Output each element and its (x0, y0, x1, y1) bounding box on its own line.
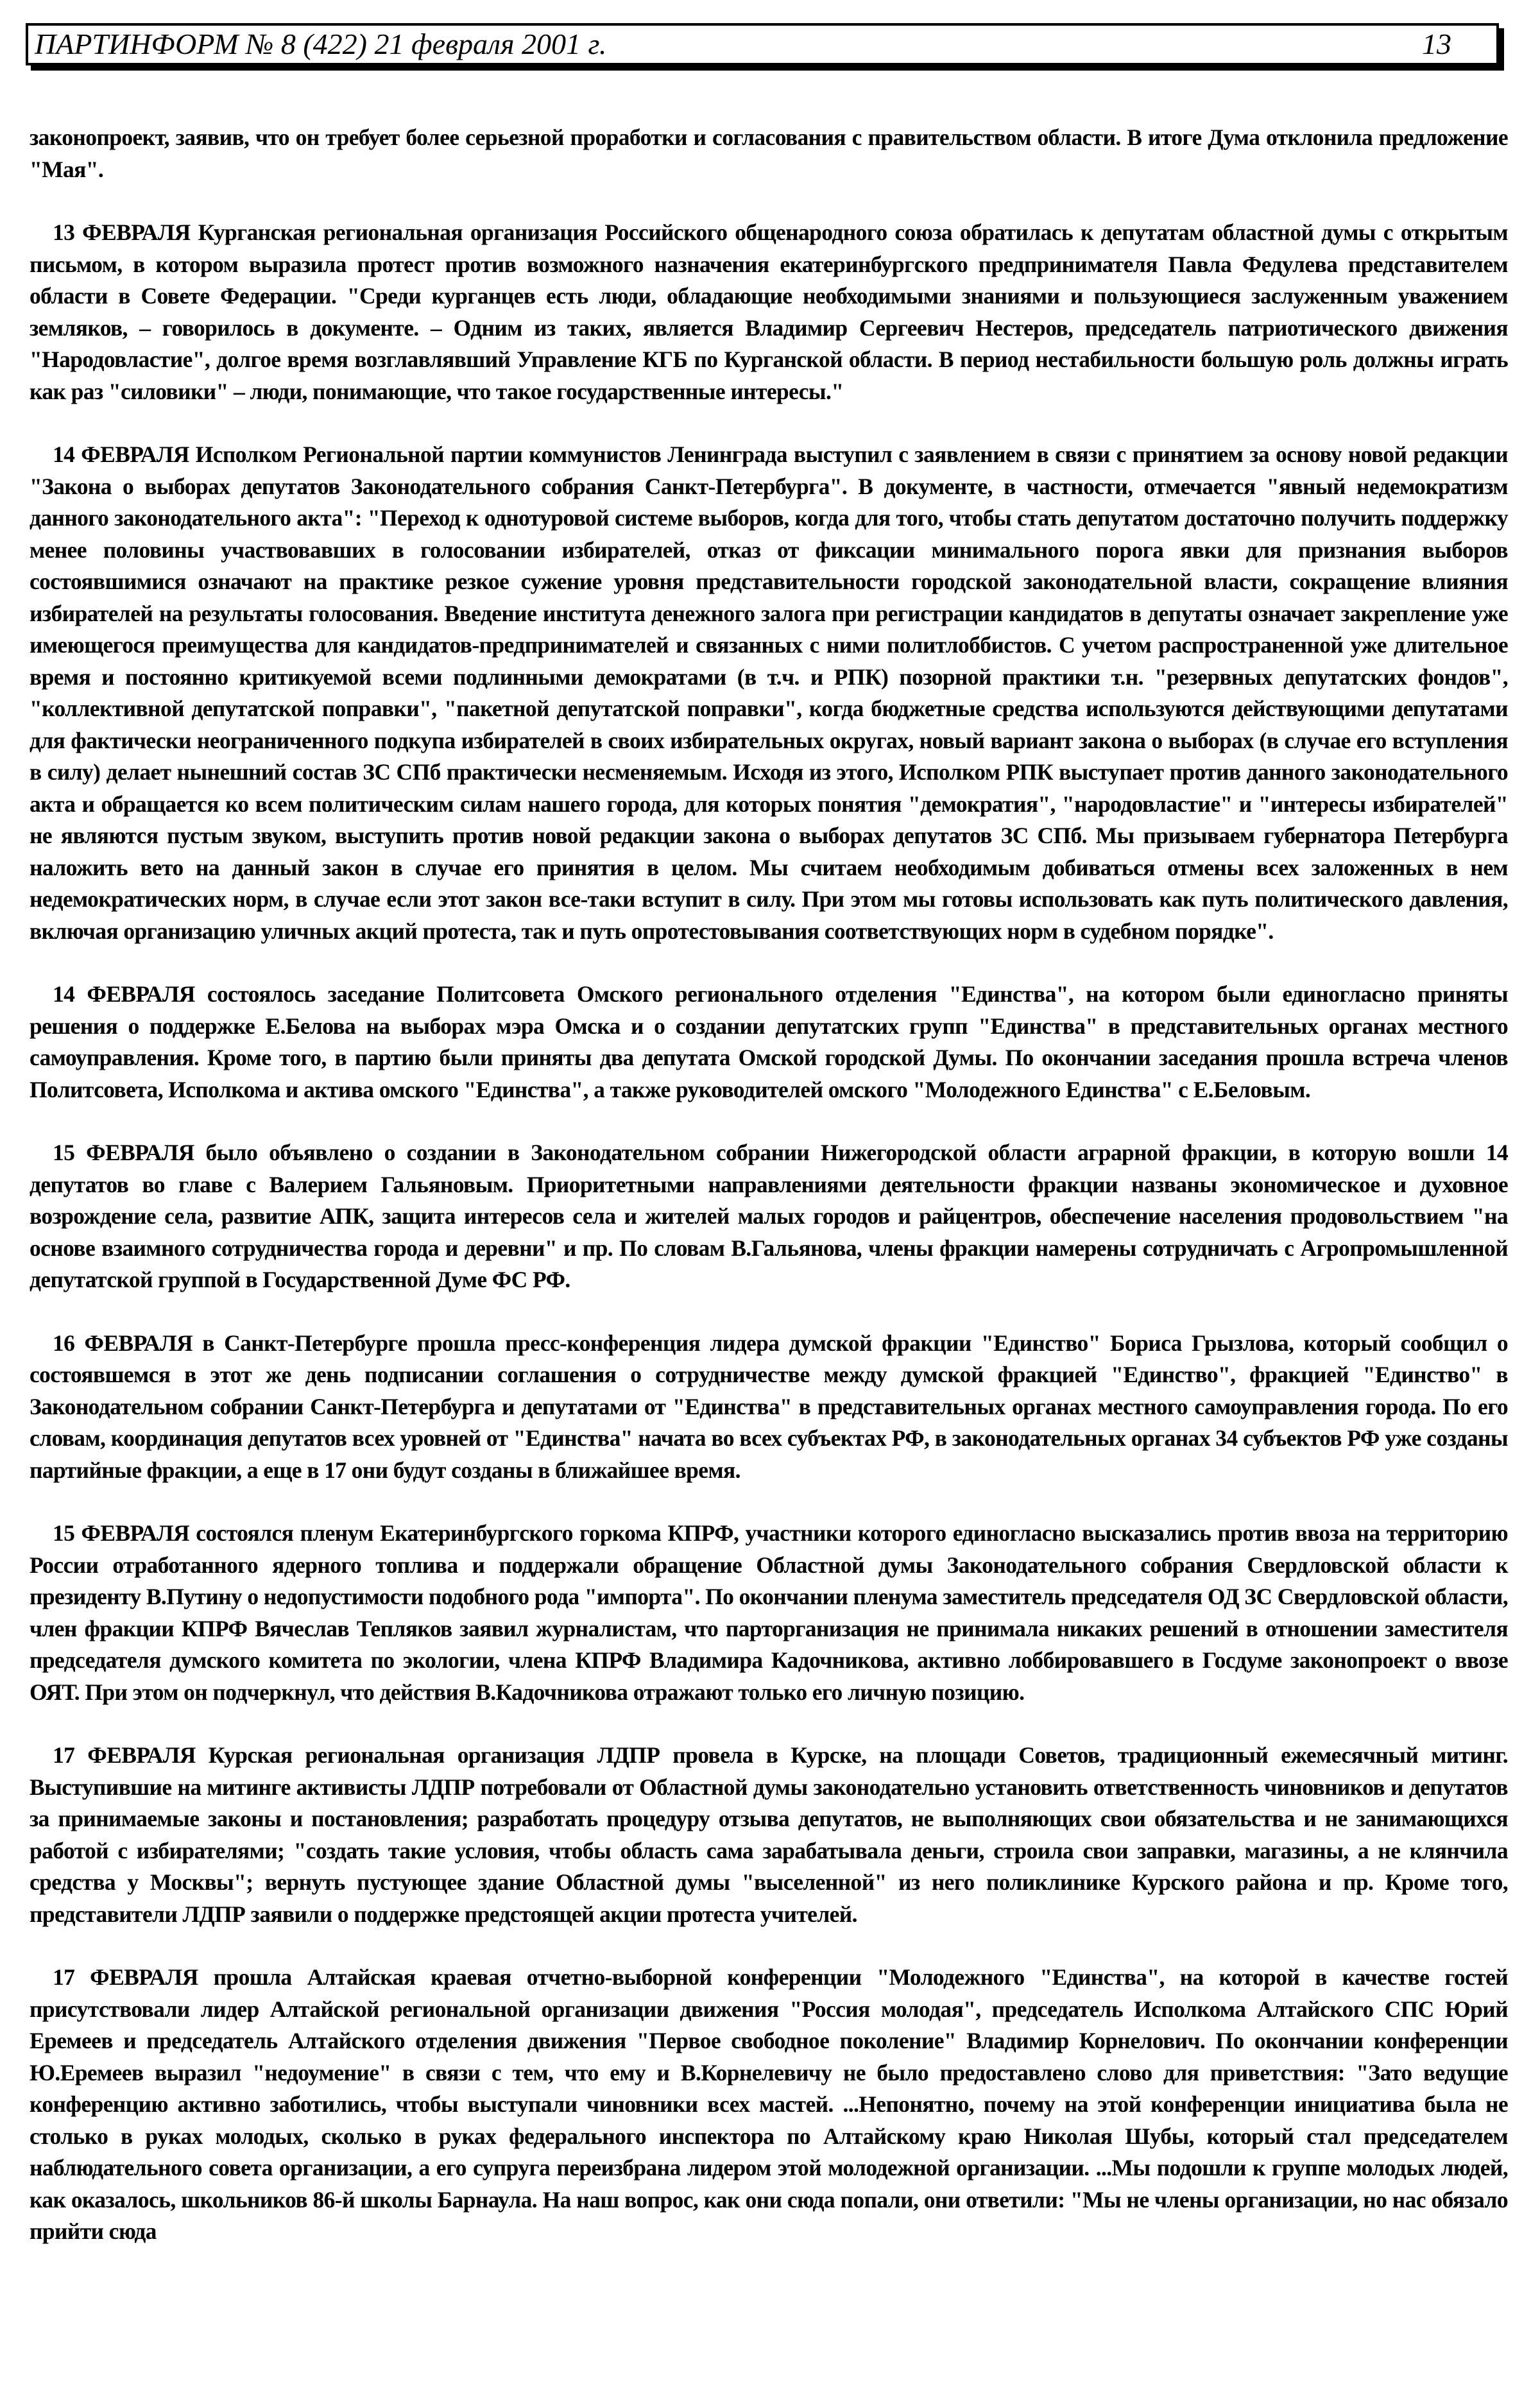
news-date: 15 ФЕВРАЛЯ (53, 1520, 190, 1546)
news-date: 17 ФЕВРАЛЯ (53, 1742, 196, 1768)
news-item (30, 1518, 1508, 1708)
article-body (30, 122, 1508, 2279)
news-date: 13 ФЕВРАЛЯ (53, 219, 191, 245)
news-date: 16 ФЕВРАЛЯ (53, 1330, 193, 1356)
paragraph-text: было объявлено о создании в Законодательном собрании Нижегородской области аграрной фракции, в которую вошли 14 депутатов во главе с Валерием Гальяновым. Приоритетными направлениями деятельности фракции названы экономическое и духовное возрождение села, развитие АПК, защита интересов села и жителей малых городов и райцентров, обеспечение населения продовольствием "на основе взаимного сотрудничества города и деревни" и пр. По словам В.Гальянова, члены фракции намерены сотрудничать с Агропромышленной депутатской группой в Государственной Думе ФС РФ. (30, 1140, 1508, 1292)
paragraph-text: состоялось заседание Политсовета Омского регионального отделения "Единства", на котором были единогласно приняты решения о поддержке Е.Белова на выборах мэра Омска и о создании депутатских групп "Единства" в представительных органах местного самоуправления. Кроме того, в партию были приняты два депутата Омской городской Думы. По окончании заседания прошла встреча членов Политсовета, Исполкома и актива омского "Единства", а также руководителей омского "Молодежного Единства" с Е.Беловым. (30, 981, 1508, 1102)
news-item (30, 1740, 1508, 1930)
paragraph-text: Исполком Региональной партии коммунистов Ленинграда выступил с заявлением в связи с принятием за основу новой редакции "Закона о выборах депутатов Законодательного собрания Санкт-Петербурга". В документе, в частности, отмечается "явный недемократизм данного законодательного акта": "Переход к однотуровой системе выборов, когда для того, чтобы стать депутатом достаточно получить поддержку менее половины участвовавших в голосовании избирателей, отказ от фиксации минимального порога явки для признания выборов состоявшимися означают на практике резкое сужение уровня представительности городской законодательной власти, сокращение влияния избирателей на результаты голосования. Введение института денежного залога при регистрации кандидатов в депутаты означает закрепление уже имеющегося преимущества для кандидатов-предпринимателей и связанных с ними политлоббистов. С учетом распространенной уже длительное время и постоянно критикуемой всеми подлинными демократами (в т.ч. и РПК) позорной практики т.н. "резервных депутатских фондов", "коллективной депутатской поправки", "пакетной депутатской поправки", когда бюджетные средства используются действующими депутатами для фактически неограниченного подкупа избирателей в своих избирательных округах, новый вариант закона о выборах (в случае его вступления в силу) делает нынешний состав ЗС СПб практически несменяемым. Исходя из этого, Исполком РПК выступает против данного законодательного акта и обращается ко всем политическим силам нашего города, для которых понятия "демократия", "народовластие" и "интересы избирателей" не являются пустым звуком, выступить против новой редакции закона о выборах депутатов ЗС СПб. Мы призываем губернатора Петербурга наложить вето на данный закон в случае его принятия в целом. Мы считаем необходимым добиваться отмены всех заложенных в нем недемократических норм, в случае если этот закон все-таки вступит в силу. При этом мы готовы использовать как путь политического давления, включая организацию уличных акций протеста, так и путь опротестовывания соответствующих норм в судебном порядке". (30, 441, 1508, 944)
paragraph-text: законопроект, заявив, что он требует более серьезной проработки и согласования с правительством области. В итоге Дума отклонила предложение "Мая". (30, 124, 1508, 182)
news-date: 17 ФЕВРАЛЯ (53, 1964, 198, 1990)
paragraph-continuation (30, 122, 1508, 185)
news-item (30, 217, 1508, 407)
paragraph-text: Курская региональная организация ЛДПР провела в Курске, на площади Советов, традиционный ежемесячный митинг. Выступившие на митинге активисты ЛДПР потребовали от Областной думы законодательно установить ответственность чиновников и депутатов за принимаемые законы и постановления; разработать процедуру отзыва депутатов, не выполняющих свои обязательства и не занимающихся работой с избирателями; "создать такие условия, чтобы область сама зарабатывала деньги, строила свои заправки, магазины, а не клянчила средства у Москвы"; вернуть пустующее здание Областной думы "выселенной" из него поликлинике Курского района и пр. Кроме того, представители ЛДПР заявили о поддержке предстоящей акции протеста учителей. (30, 1742, 1508, 1927)
page-number: 13 (1422, 28, 1451, 60)
news-date: 14 ФЕВРАЛЯ (53, 981, 195, 1007)
news-item (30, 1137, 1508, 1296)
news-item (30, 1962, 1508, 2248)
paragraph-text: Курганская региональная организация Российского общенародного союза обратилась к депутатам областной думы с открытым письмом, в котором выразила протест против возможного назначения екатеринбургского предпринимателя Павла Федулева представителем области в Совете Федерации. "Среди курганцев есть люди, обладающие необходимыми знаниями и пользующиеся заслуженным уважением земляков, – говорилось в документе. – Одним из таких, является Владимир Сергеевич Нестеров, председатель патриотического движения "Народовластие", долгое время возглавлявший Управление КГБ по Курганской области. В период нестабильности большую роль должны играть как раз "силовики" – люди, понимающие, что такое государственные интересы." (30, 219, 1508, 404)
paragraph-text: прошла Алтайская краевая отчетно-выборной конференции "Молодежного "Единства", на которой в качестве гостей присутствовали лидер Алтайской региональной организации движения "Россия молодая", председатель Исполкома Алтайского СПС Юрий Еремеев и председатель Алтайского отделения движения "Первое свободное поколение" Владимир Корнелович. По окончании конференции Ю.Еремеев выразил "недоумение" в связи с тем, что ему и В.Корнелевичу не было предоставлено слово для приветствия: "Зато ведущие конференцию активно заботились, чтобы выступали чиновники всех мастей. ...Непонятно, почему на этой конференции инициатива была не столько в руках молодых, сколько в руках федерального инспектора по Алтайскому краю Николая Шубы, который стал председателем наблюдательного совета организации, а его супруга переизбрана лидером этой молодежной организации. ...Мы подошли к группе молодых людей, как оказалось, школьников 86-й школы Барнаула. На наш вопрос, как они сюда попали, они ответили: "Мы не члены организации, но нас обязало прийти сюда (30, 1964, 1508, 2244)
paragraph-text: в Санкт-Петербурге прошла пресс-конференция лидера думской фракции "Единство" Бориса Грызлова, который сообщил о состоявшемся в этот же день подписании соглашения о сотрудничестве между думской фракцией "Единство", фракцией "Единство" в Законодательном собрании Санкт-Петербурга и депутатами от "Единства" в представительных органах местного самоуправления города. По его словам, координация депутатов всех уровней от "Единства" начата во всех субъектах РФ, в законодательных органах 34 субъектов РФ уже созданы партийные фракции, а еще в 17 они будут созданы в ближайшее время. (30, 1330, 1509, 1483)
paragraph-text: состоялся пленум Екатеринбургского горкома КПРФ, участники которого единогласно высказались против ввоза на территорию России отработанного ядерного топлива и поддержали обращение Областной думы Законодательного собрания Свердловской области к президенту В.Путину о недопустимости подобного рода "импорта". По окончании пленума заместитель председателя ОД ЗС Свердловской области, член фракции КПРФ Вячеслав Тепляков заявил журналистам, что парторганизация не принимала никаких решений в отношении заместителя председателя думского комитета по экологии, члена КПРФ Владимира Кадочникова, активно лоббировавшего в Госдуме законопроект о ввозе ОЯТ. При этом он подчеркнул, что действия В.Кадочникова отражают только его личную позицию. (30, 1520, 1509, 1705)
news-item (30, 1328, 1508, 1487)
news-date: 15 ФЕВРАЛЯ (53, 1140, 194, 1165)
news-item (30, 979, 1508, 1106)
news-item (30, 439, 1508, 947)
page-header (26, 23, 1499, 65)
publication-title: ПАРТИНФОРМ № 8 (422) 21 февраля 2001 г. (35, 28, 607, 60)
news-date: 14 ФЕВРАЛЯ (53, 441, 189, 467)
